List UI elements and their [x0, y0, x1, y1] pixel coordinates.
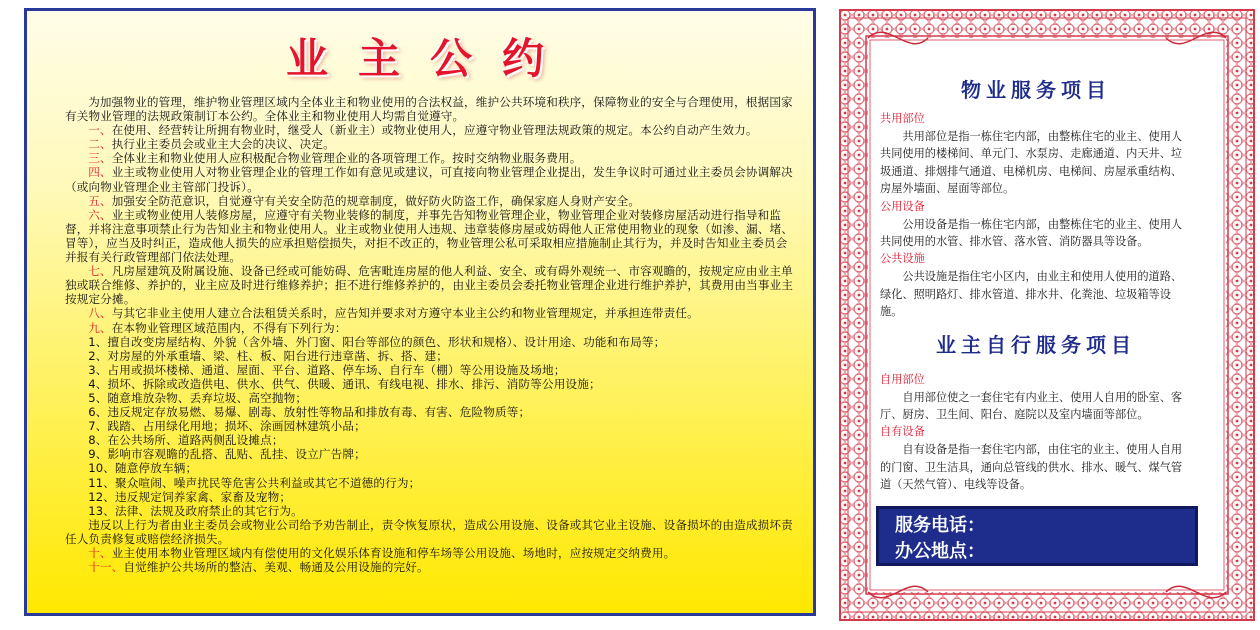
prohibited-act-item: 10、随意停放车辆；: [88, 461, 198, 476]
final-article-2: [65, 560, 795, 574]
article-text: 业主或物业使用人对物业管理企业的管理工作如有意见或建议，可直接向物业管理企业提出，发生争议时可通过业主委员会协调解决（或向物业管理企业主管部门投诉）。: [65, 165, 793, 194]
prohibited-act-item: 4、损坏、拆除或改造供电、供水、供气、供暖、通讯、有线电视、排水、排污、消防等公用设施；: [88, 376, 601, 391]
service-items-panel: [838, 8, 1256, 622]
article-1: [65, 123, 795, 137]
covenant-articles: [65, 123, 795, 334]
article-4: [65, 165, 795, 193]
contact-box: [876, 506, 1198, 566]
owner-covenant-panel: [24, 8, 816, 616]
article-2: [65, 137, 795, 151]
covenant-intro: 为加强物业的管理，维护物业管理区域内全体业主和物业使用的合法权益，维护公共环境和秩序，保障物业的安全与合理使用，根据国家有关物业管理的法规政策制订本公约。全体业主和物业使用人均需自觉遵守。: [65, 95, 793, 124]
final-article-1: [65, 546, 795, 560]
article-9: [65, 321, 795, 335]
article-text: 与其它非业主使用人建立合法租赁关系时，应告知并要求对方遵守本业主公约和物业管理规定，并承担连带责任。: [111, 306, 699, 321]
shared-parts-heading: 共用部位: [880, 112, 925, 125]
article-text: 在本物业管理区域范围内，不得有下列行为：: [111, 320, 347, 335]
own-parts-text: 自用部位使之一套住宅有内业主、使用人自用的卧室、客厅、厨房、卫生间、阳台、庭院以及室内墙面等部位。: [880, 390, 1183, 422]
article-number: 十一、: [88, 560, 124, 575]
shared-equipment-text: 公用设备是指一栋住宅内部，由整栋住宅的业主、使用人共同使用的水管、排水管、落水管、消防器具等设备。: [880, 217, 1183, 249]
prohibited-act-item: 5、随意堆放杂物、丢弃垃圾、高空抛物；: [88, 390, 308, 405]
article-8: [65, 306, 795, 320]
property-services-title: 物业服务项目: [961, 78, 1111, 102]
article-6: [65, 208, 795, 264]
covenant-title: 业主公约: [285, 34, 574, 83]
shared-parts-text: 共用部位是指一栋住宅内部，由整栋住宅的业主、使用人共同使用的楼梯间、单元门、水泵房、走廊通道、内天井、垃圾通道、排烟排气通道、电梯机房、电梯间、房屋承重结构、房屋外墙面、屋面等部位。: [880, 130, 1183, 196]
own-parts-heading: 自用部位: [880, 372, 925, 386]
article-text: 全体业主和物业使用人应积极配合物业管理企业的各项管理工作。按时交纳物业服务费用。: [111, 151, 582, 166]
covenant-final-articles: [65, 546, 795, 574]
owner-services-title: 业主自行服务项目: [936, 332, 1136, 357]
article-text: 自觉维护公共场所的整洁、美观、畅通及公用设施的完好。: [123, 560, 429, 575]
article-number: 六、: [88, 207, 112, 222]
covenant-closing: 违反以上行为者由业主委员会或物业公司给予劝告制止，责令恢复原状，造成公用设施、设备或其它业主设施、设备损坏的由造成损坏责任人负责修复或赔偿经济损失。: [65, 517, 793, 546]
article-number: 九、: [88, 320, 112, 335]
article-number: 八、: [88, 306, 112, 321]
article-text: 业主或物业使用人装修房屋，应遵守有关物业装修的制度，并事先告知物业管理企业，物业管理企业对装修房屋活动进行指导和监督，并将注意事项禁止行为告知业主和物业使用人。业主或物业使用人违规、违章装修房屋或妨碍他人正常使用物业的现象（如渗、漏、堵、冒等），应当及时纠正，造成他人损失的应承担赔偿损失，对拒不改正的，物业管理公私可采取相应措施制止其行为，并及时告知业主委员会并报有关行政管理部门依法处理。: [65, 207, 794, 265]
article-text: 加强安全防范意识，自觉遵守有关安全防范的规章制度，做好防火防盗工作，确保家庭人身财产安全。: [111, 193, 641, 208]
article-number: 二、: [88, 137, 112, 152]
own-equipment-heading: 自有设备: [880, 425, 925, 439]
article-7: [65, 264, 795, 306]
article-text: 执行业主委员会或业主大会的决议、决定。: [111, 137, 335, 152]
prohibited-acts-list: [65, 335, 795, 518]
article-number: 一、: [88, 123, 112, 138]
article-3: [65, 151, 795, 165]
public-facilities-text: 公共设施是指住宅小区内，由业主和使用人使用的道路、绿化、照明路灯、排水管道、排水井、化粪池、垃圾箱等设施。: [880, 270, 1183, 319]
article-number: 五、: [88, 193, 112, 208]
service-phone-label: 服务电话：: [895, 515, 985, 536]
prohibited-act-item: 11、聚众喧闹、噪声扰民等危害公共利益或其它不道德的行为；: [88, 475, 421, 490]
article-text: 在使用、经营转让所拥有物业时，继受人（新业主）或物业使用人，应遵守物业管理法规政策的规定。本公约自动产生效力。: [111, 123, 758, 138]
article-text: 凡房屋建筑及附属设施、设备已经或可能妨碍、危害毗连房屋的他人利益、安全、或有碍外观统一、市容观瞻的，按规定应由业主单独或联合维修、养护的，业主应及时进行维修养护；拒不进行维修养护的，由业主委员会委托物业管理企业进行维护养护，其费用由当事业主按规定分摊。: [65, 264, 794, 307]
public-facilities-heading: 公共设施: [880, 252, 925, 266]
service-items-content: [880, 76, 1192, 494]
prohibited-act-item: 12、违反规定饲养家禽、家畜及宠物；: [88, 489, 292, 504]
covenant-body: [65, 95, 795, 574]
prohibited-act-item: 1、擅自改变房屋结构、外貌（含外墙、外门窗、阳台等部位的颜色、形状和规格）、设计用途、功能和布局等；: [88, 334, 666, 349]
own-equipment-text: 自有设备是指一套住宅内部，由住宅的业主、使用人自用的门窗、卫生洁具，通向总管线的供水、排水、暖气、煤气管道（天然气管）、电线等设备。: [880, 443, 1183, 492]
article-5: [65, 194, 795, 208]
article-text: 业主使用本物业管理区域内有偿使用的文化娱乐体育设施和停车场等公用设施、场地时，应按规定交纳费用。: [111, 546, 676, 560]
prohibited-act-item: 6、违反规定存放易燃、易爆、剧毒、放射性等物品和排放有毒、有害、危险物质等；: [88, 405, 531, 420]
article-number: 十、: [88, 546, 112, 560]
prohibited-act-item: 9、影响市容观瞻的乱搭、乱贴、乱挂、设立广告牌；: [88, 447, 366, 462]
article-number: 四、: [88, 165, 112, 180]
office-address-label: 办公地点：: [895, 541, 985, 562]
prohibited-act-item: 2、对房屋的外承重墙、梁、柱、板、阳台进行违章凿、拆、搭、建；: [88, 348, 449, 363]
prohibited-act-item: 8、在公共场所、道路两侧乱设摊点；: [88, 433, 284, 448]
prohibited-act-item: 13、法律、法规及政府禁止的其它行为。: [88, 503, 303, 518]
article-number: 三、: [88, 151, 112, 166]
prohibited-act-item: 3、占用或损坏楼梯、通道、屋面、平台、道路、停车场、自行车（棚）等公用设施及场地；: [88, 362, 566, 377]
article-number: 七、: [88, 264, 112, 279]
prohibited-act-item: 7、践踏、占用绿化用地；损坏、涂画园林建筑小品；: [88, 419, 366, 434]
shared-equipment-heading: 公用设备: [880, 199, 925, 213]
